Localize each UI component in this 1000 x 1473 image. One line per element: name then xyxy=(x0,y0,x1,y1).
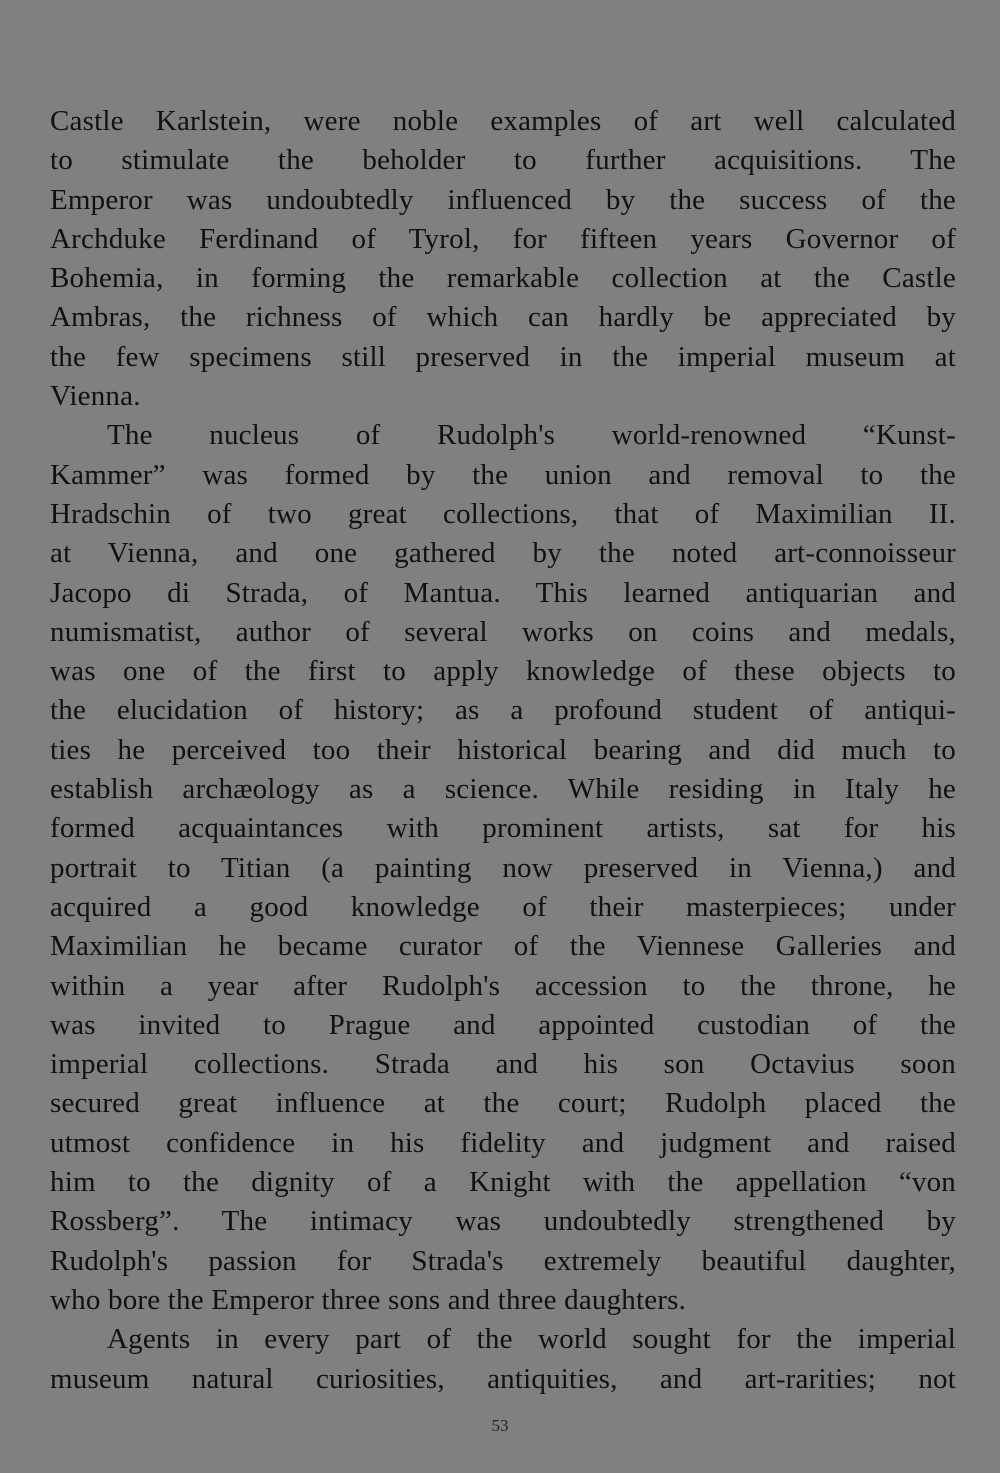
text-line: Hradschin of two great collections, that of Maximilian II. xyxy=(50,497,956,530)
text-line: Bohemia, in forming the remarkable collection at the Castle xyxy=(50,262,956,295)
text-line: utmost confidence in his fidelity and judgment and raised xyxy=(50,1126,956,1159)
text-line: Jacopo di Strada, of Mantua. This learned antiquarian and xyxy=(50,576,956,609)
text-line: Vienna. xyxy=(50,380,141,413)
text-line: who bore the Emperor three sons and three daughters. xyxy=(50,1283,687,1316)
text-line: at Vienna, and one gathered by the noted art-connoisseur xyxy=(50,537,956,570)
text-line: was invited to Prague and appointed custodian of the xyxy=(50,1008,956,1041)
text-line: him to the dignity of a Knight with the appellation “von xyxy=(50,1166,956,1199)
text-line: numismatist, author of several works on coins and medals, xyxy=(50,615,956,648)
text-line: the few specimens still preserved in the imperial museum at xyxy=(50,340,956,373)
text-line: within a year after Rudolph's accession to the throne, he xyxy=(50,969,956,1002)
text-line: establish archæology as a science. While residing in Italy he xyxy=(50,773,956,806)
body-text xyxy=(50,102,956,1399)
text-line: formed acquaintances with prominent artists, sat for his xyxy=(50,812,956,845)
text-line: secured great influence at the court; Rudolph placed the xyxy=(50,1087,956,1120)
text-line: Agents in every part of the world sought for the imperial xyxy=(107,1323,956,1356)
text-line: Castle Karlstein, were noble examples of art well calculated xyxy=(50,105,956,137)
paragraph-1 xyxy=(50,102,956,416)
text-line: The nucleus of Rudolph's world-renowned “Kunst- xyxy=(107,419,956,452)
text-line: Ambras, the richness of which can hardly be appreciated by xyxy=(50,301,956,334)
text-line: acquired a good knowledge of their masterpieces; under xyxy=(50,890,956,923)
text-line: Maximilian he became curator of the Viennese Galleries and xyxy=(50,930,956,963)
paragraph-3 xyxy=(50,1320,956,1399)
text-line: the elucidation of history; as a profound student of antiqui- xyxy=(50,694,956,727)
text-line: Rossberg”. The intimacy was undoubtedly strengthened by xyxy=(50,1205,956,1238)
text-line: was one of the first to apply knowledge of these objects to xyxy=(50,655,956,688)
text-line: Archduke Ferdinand of Tyrol, for fifteen years Governor of xyxy=(50,222,956,255)
page-number: 53 xyxy=(491,1416,509,1435)
text-line: museum natural curiosities, antiquities, and art-rarities; not xyxy=(50,1362,956,1395)
text-line: Kammer” was formed by the union and removal to the xyxy=(50,458,956,491)
text-line: imperial collections. Strada and his son Octavius soon xyxy=(50,1048,956,1081)
text-line: Emperor was undoubtedly influenced by the success of the xyxy=(50,183,956,216)
text-line: to stimulate the beholder to further acquisitions. The xyxy=(50,144,956,177)
text-line: Rudolph's passion for Strada's extremely beautiful daughter, xyxy=(50,1244,956,1277)
text-line: portrait to Titian (a painting now preserved in Vienna,) and xyxy=(50,851,956,884)
paragraph-2 xyxy=(50,416,956,1320)
text-line: ties he perceived too their historical bearing and did much to xyxy=(50,733,956,766)
